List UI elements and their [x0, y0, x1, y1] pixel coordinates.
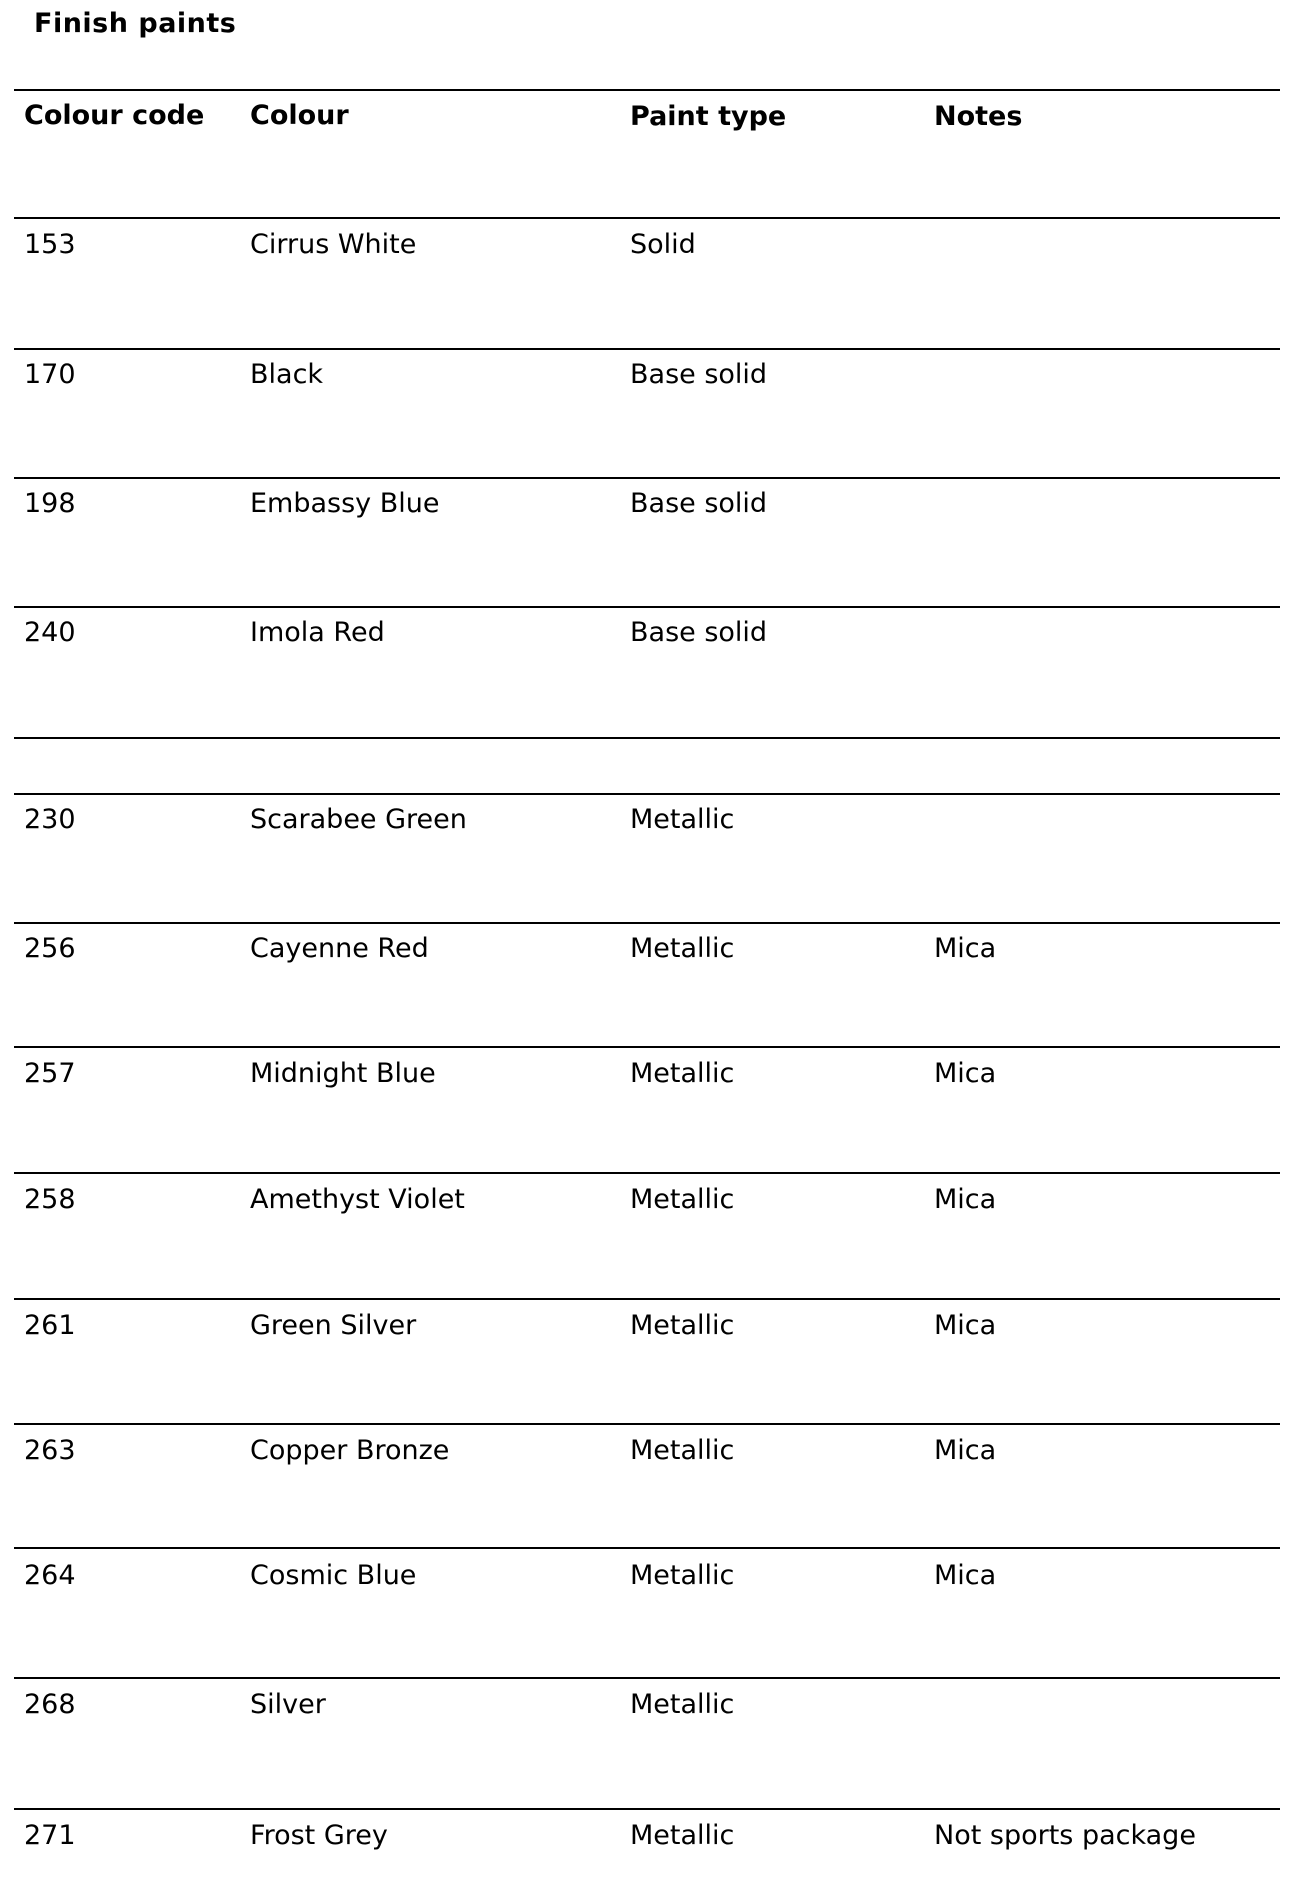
row-divider: [14, 217, 1280, 219]
row-divider: [14, 1046, 1280, 1048]
row-divider: [14, 606, 1280, 608]
cell-colour: Copper Bronze: [250, 1435, 450, 1466]
row-divider: [14, 1298, 1280, 1300]
cell-colour: Amethyst Violet: [250, 1184, 465, 1215]
row-divider: [14, 348, 1280, 350]
row-divider: [14, 1677, 1280, 1679]
cell-colour-code: 258: [24, 1184, 76, 1215]
cell-notes: Mica: [934, 1310, 997, 1341]
row-divider: [14, 477, 1280, 479]
cell-notes: Mica: [934, 1435, 997, 1466]
row-divider: [14, 1423, 1280, 1425]
cell-colour: Imola Red: [250, 617, 385, 648]
cell-colour-code: 198: [24, 488, 76, 519]
header-notes: Notes: [934, 101, 1023, 132]
cell-notes: Mica: [934, 933, 997, 964]
cell-paint-type: Metallic: [630, 1184, 735, 1215]
cell-paint-type: Base solid: [630, 488, 768, 519]
cell-notes: Mica: [934, 1058, 997, 1089]
cell-paint-type: Metallic: [630, 1310, 735, 1341]
row-divider: [14, 737, 1280, 739]
cell-colour-code: 240: [24, 617, 76, 648]
cell-colour-code: 264: [24, 1560, 76, 1591]
cell-colour-code: 153: [24, 229, 76, 260]
cell-paint-type: Base solid: [630, 359, 768, 390]
cell-colour-code: 256: [24, 933, 76, 964]
cell-colour: Cosmic Blue: [250, 1560, 417, 1591]
cell-colour-code: 263: [24, 1435, 76, 1466]
cell-colour: Cayenne Red: [250, 933, 429, 964]
cell-colour: Embassy Blue: [250, 488, 440, 519]
cell-colour: Black: [250, 359, 324, 390]
header-colour: Colour: [250, 100, 349, 131]
cell-paint-type: Metallic: [630, 1435, 735, 1466]
row-divider: [14, 922, 1280, 924]
cell-paint-type: Metallic: [630, 1820, 735, 1851]
cell-notes: Not sports package: [934, 1820, 1196, 1851]
cell-notes: Mica: [934, 1184, 997, 1215]
cell-colour: Midnight Blue: [250, 1058, 436, 1089]
cell-colour: Silver: [250, 1689, 326, 1720]
row-divider: [14, 793, 1280, 795]
row-divider: [14, 1808, 1280, 1810]
cell-notes: Mica: [934, 1560, 997, 1591]
row-divider: [14, 1547, 1280, 1549]
cell-colour: Green Silver: [250, 1310, 417, 1341]
cell-colour: Cirrus White: [250, 229, 417, 260]
cell-paint-type: Metallic: [630, 1689, 735, 1720]
cell-colour-code: 261: [24, 1310, 76, 1341]
cell-paint-type: Base solid: [630, 617, 768, 648]
cell-colour-code: 268: [24, 1689, 76, 1720]
cell-paint-type: Metallic: [630, 804, 735, 835]
page-title: Finish paints: [34, 8, 237, 39]
cell-colour-code: 271: [24, 1820, 76, 1851]
cell-colour: Frost Grey: [250, 1820, 388, 1851]
cell-colour-code: 230: [24, 804, 76, 835]
table-top-rule: [14, 89, 1280, 91]
header-paint-type: Paint type: [630, 101, 787, 132]
cell-colour: Scarabee Green: [250, 804, 467, 835]
row-divider: [14, 1172, 1280, 1174]
cell-colour-code: 170: [24, 359, 76, 390]
cell-paint-type: Metallic: [630, 933, 735, 964]
cell-paint-type: Metallic: [630, 1560, 735, 1591]
cell-paint-type: Solid: [630, 229, 696, 260]
cell-paint-type: Metallic: [630, 1058, 735, 1089]
cell-colour-code: 257: [24, 1058, 76, 1089]
header-colour-code: Colour code: [24, 100, 205, 131]
